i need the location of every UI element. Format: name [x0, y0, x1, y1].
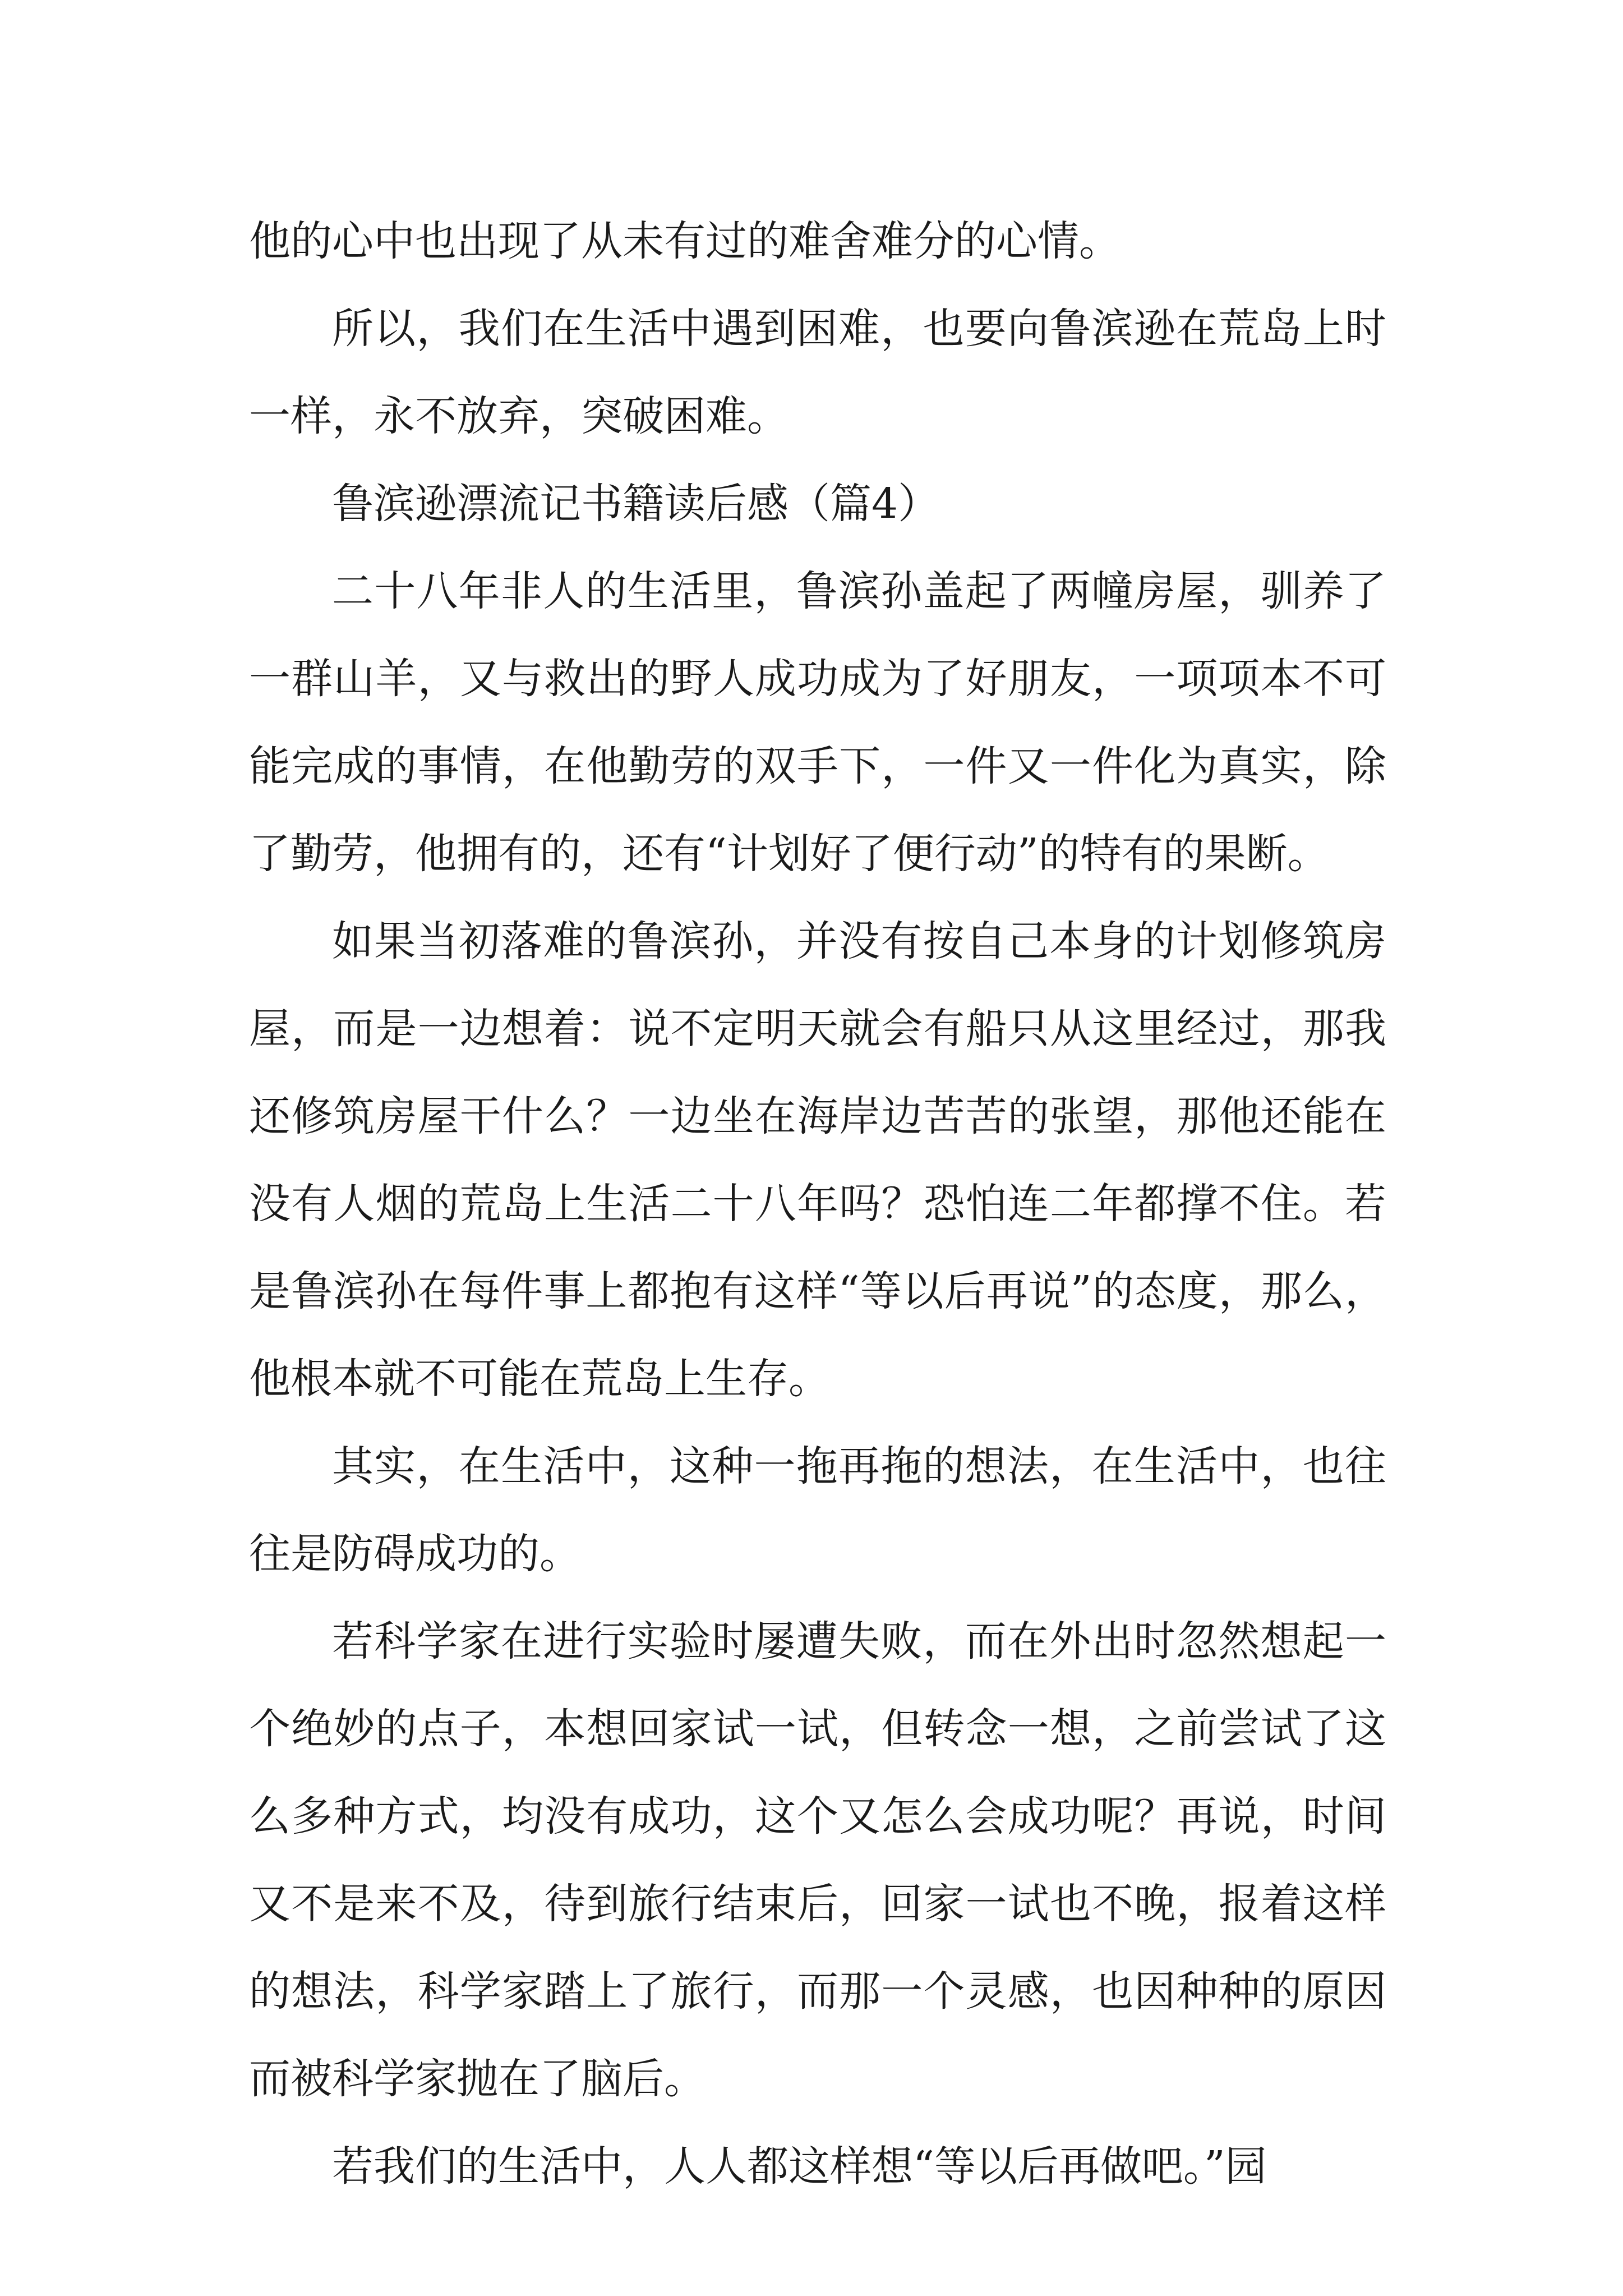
paragraph: 其实，在生活中，这种一拖再拖的想法，在生活中，也往往是防碍成功的。 [249, 1442, 1386, 1578]
paragraph: 所以，我们在生活中遇到困难，也要向鲁滨逊在荒岛上时一样，永不放弃，突破困难。 [249, 305, 1386, 440]
paragraph: 若科学家在进行实验时屡遭失败，而在外出时忽然想起一个绝妙的点子，本想回家试一试，但转念一想，之前尝试了这么多种方式，均没有成功，这个又怎么会成功呢？再说，时间又不是来不及，待到旅行结束后，回家一试也不晚，报着这样的想法，科学家踏上了旅行，而那一个灵感，也因种种的原因而被科学家抛在了脑后。 [249, 1617, 1386, 2103]
body-text [249, 197, 1386, 2210]
paragraph-continuation: 他的心中也出现了从未有过的难舍难分的心情。 [249, 217, 1121, 265]
paragraph: 如果当初落难的鲁滨孙，并没有按自己本身的计划修筑房屋，而是一边想着：说不定明天就会有船只从这里经过，那我还修筑房屋干什么？一边坐在海岸边苦苦的张望，那他还能在没有人烟的荒岛上生活二十八年吗？恐怕连二年都撑不住。若是鲁滨孙在每件事上都抱有这样“等以后再说”的态度，那么，他根本就不可能在荒岛上生存。 [249, 917, 1386, 1403]
section-heading: 鲁滨逊漂流记书籍读后感（篇4） [332, 480, 940, 528]
paragraph: 二十八年非人的生活里，鲁滨孙盖起了两幢房屋，驯养了一群山羊，又与救出的野人成功成为了好朋友，一项项本不可能完成的事情，在他勤劳的双手下，一件又一件化为真实，除了勤劳，他拥有的，还有“计划好了便行动”的特有的果断。 [249, 567, 1386, 878]
paragraph: 若我们的生活中，人人都这样想“等以后再做吧。”园 [332, 2142, 1267, 2191]
